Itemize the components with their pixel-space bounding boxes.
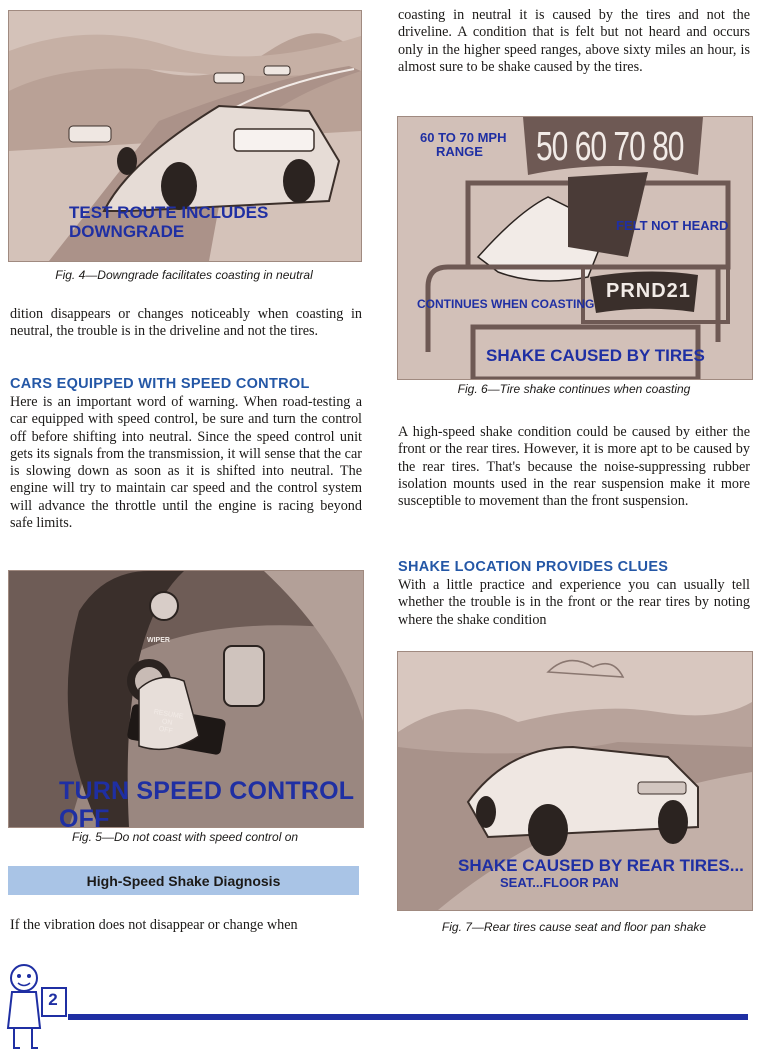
- switch-text-off: OFF: [158, 725, 174, 736]
- speed-range-label: [420, 131, 506, 160]
- footer-rule: [68, 1014, 748, 1020]
- left-paragraph-3: If the vibration does not disappear or change when: [10, 917, 298, 933]
- switch-text-resume: RESUME: [153, 708, 184, 721]
- right-paragraph-2: A high-speed shake condition could be caused by either the front or the rear tires. However, it is more apt to be caused by the rear tires. That's because the noise-suppressing rubber isolation mounts used in the rear suspension make it more susceptible to movement than the front suspension.: [398, 424, 750, 510]
- switch-text-group: [150, 709, 184, 738]
- figure-6-caption: Fig. 6—Tire shake continues when coasting: [457, 382, 691, 396]
- figure-4-label-line2: DOWNGRADE: [69, 221, 185, 241]
- figure-4-label-line1: TEST ROUTE INCLUDES: [69, 203, 269, 222]
- figure-7-illustration: [397, 651, 753, 911]
- speed-range-line1: 60 TO 70 MPH: [420, 130, 507, 145]
- figure-4-illustration: [8, 10, 362, 262]
- figure-7-label-line1: SHAKE CAUSED BY REAR TIRES...: [458, 856, 744, 875]
- continues-when-coasting-label: CONTINUES WHEN COASTING: [417, 297, 595, 311]
- figure-5-label: TURN SPEED CONTROL OFF: [59, 777, 354, 828]
- section-heading-shake-location: SHAKE LOCATION PROVIDES CLUES: [398, 559, 669, 575]
- speedometer-digits: 50 60 70 80: [536, 125, 684, 170]
- speed-range-line2: RANGE: [436, 144, 483, 160]
- figure-4-caption: Fig. 4—Downgrade facilitates coasting in neutral: [55, 268, 313, 282]
- shake-caused-by-tires-label: SHAKE CAUSED BY TIRES: [486, 346, 705, 365]
- figure-7-caption: Fig. 7—Rear tires cause seat and floor pan shake: [441, 920, 707, 934]
- figure-4-label: [69, 204, 268, 241]
- figure-6-illustration: [397, 116, 753, 380]
- figure-5-caption: Fig. 5—Do not coast with speed control on: [71, 830, 299, 844]
- right-paragraph-1: coasting in neutral it is caused by the tires and not the driveline. A condition that is felt but not heard and occurs only in the higher speed ranges, above sixty miles an hour, is almost sure to be shake caused by the tires.: [398, 7, 750, 75]
- figure-7-label: [458, 857, 744, 890]
- section-banner-high-speed-shake: High-Speed Shake Diagnosis: [8, 866, 359, 895]
- figure-7-label-line2: SEAT...FLOOR PAN: [500, 874, 619, 890]
- figure-5-illustration: [8, 570, 364, 828]
- left-paragraph-2: Here is an important word of warning. When road-testing a car equipped with speed control, be sure and turn the control off before shifting into neutral. Since the speed control unit gets its signals from the transmission, it will sense that the car is slowing down as soon as it is shifted into neutral. The engine will try to maintain car speed and the control system will advance the throttle until the engine is racing beyond safe limits.: [10, 394, 362, 532]
- right-paragraph-3: With a little practice and experience you can usually tell whether the trouble is in the front or the rear tires by noting where the shake condition: [398, 577, 750, 628]
- gear-selector-text: PRND21: [606, 280, 691, 302]
- felt-not-heard-label: FELT NOT HEARD: [616, 218, 729, 233]
- switch-text-on: ON: [161, 718, 173, 727]
- page-number: 2: [48, 990, 58, 1009]
- section-heading-speed-control: CARS EQUIPPED WITH SPEED CONTROL: [10, 376, 310, 392]
- wiper-label: WIPER: [147, 637, 170, 644]
- left-paragraph-1: dition disappears or changes noticeably when coasting in neutral, the trouble is in the driveline and not the tires.: [10, 306, 362, 340]
